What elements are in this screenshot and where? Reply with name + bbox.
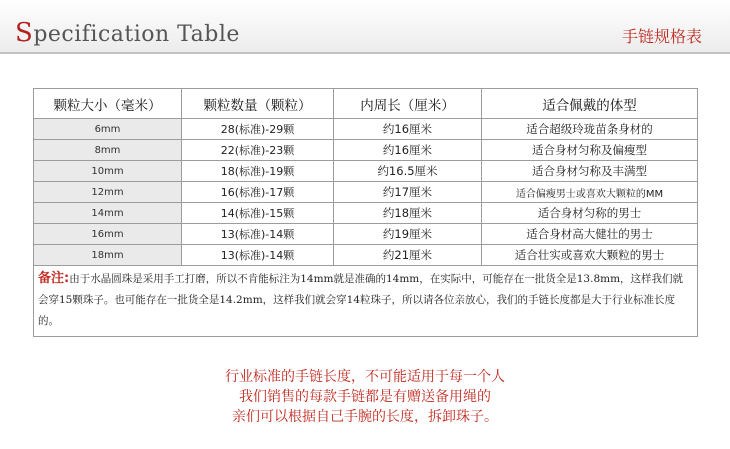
- count-cell: 18(标准)-19颗: [182, 161, 334, 182]
- footer-notice: [0, 367, 730, 427]
- body-type-cell: 适合身材匀称的男士: [482, 203, 698, 224]
- body-type-cell: 适合超级玲珑苗条身材的: [482, 119, 698, 140]
- footer-line-2: 我们销售的每款手链都是有赠送备用绳的: [239, 389, 491, 405]
- table-row: [34, 182, 698, 203]
- circumference-cell: 约21厘米: [334, 245, 482, 266]
- note-text: 由于水晶圆珠是采用手工打磨，所以不肯能标注为14mm就是准确的14mm，在实际中，可能存在一批货全是13.8mm，这样我们就会穿15颗珠子。也可能存在一批货全是14.2mm，这样我们就会穿14粒珠子，所以请各位亲放心，我们的手链长度都是大于行业标准长度的。: [38, 273, 684, 327]
- count-cell: 28(标准)-29颗: [182, 119, 334, 140]
- size-cell: 10mm: [34, 161, 182, 182]
- body-type-cell: 适合偏瘦男士或喜欢大颗粒的MM: [482, 182, 698, 203]
- footer-line-1: 行业标准的手链长度，不可能适用于每一个人: [225, 369, 505, 385]
- body-type-cell: 适合身材匀称及丰满型: [482, 161, 698, 182]
- table-row: [34, 140, 698, 161]
- body-type-cell: 适合身材高大健壮的男士: [482, 224, 698, 245]
- circumference-cell: 约16厘米: [334, 140, 482, 161]
- size-cell: 6mm: [34, 119, 182, 140]
- circumference-cell: 约18厘米: [334, 203, 482, 224]
- page-title: [15, 18, 240, 48]
- size-cell: 14mm: [34, 203, 182, 224]
- header-bead-size: 颗粒大小（毫米）: [34, 89, 182, 119]
- count-cell: 22(标准)-23颗: [182, 140, 334, 161]
- circumference-cell: 约16.5厘米: [334, 161, 482, 182]
- page-title-chinese: 手链规格表: [621, 27, 702, 46]
- count-cell: 16(标准)-17颗: [182, 182, 334, 203]
- count-cell: 13(标准)-14颗: [182, 224, 334, 245]
- spec-table: [33, 88, 698, 337]
- body-type-cell: 适合壮实或喜欢大颗粒的男士: [482, 245, 698, 266]
- table-row: [34, 161, 698, 182]
- count-cell: 14(标准)-15颗: [182, 203, 334, 224]
- circumference-cell: 约19厘米: [334, 224, 482, 245]
- header-body-type: 适合佩戴的体型: [482, 89, 698, 119]
- size-cell: 18mm: [34, 245, 182, 266]
- title-rest: pecification Table: [33, 22, 240, 47]
- title-initial: S: [15, 18, 34, 48]
- circumference-cell: 约16厘米: [334, 119, 482, 140]
- count-cell: 13(标准)-14颗: [182, 245, 334, 266]
- table-row: [34, 203, 698, 224]
- circumference-cell: 约17厘米: [334, 182, 482, 203]
- page-header: [0, 0, 730, 54]
- table-row: [34, 119, 698, 140]
- footer-line-3: 亲们可以根据自己手腕的长度，拆卸珠子。: [232, 409, 498, 425]
- size-cell: 12mm: [34, 182, 182, 203]
- table-row: [34, 245, 698, 266]
- body-type-cell: 适合身材匀称及偏瘦型: [482, 140, 698, 161]
- size-cell: 8mm: [34, 140, 182, 161]
- note-row: [34, 266, 698, 337]
- note-label: 备注:: [38, 271, 70, 286]
- header-circumference: 内周长（厘米）: [334, 89, 482, 119]
- table-row: [34, 224, 698, 245]
- table-header-row: [34, 89, 698, 119]
- header-bead-count: 颗粒数量（颗粒）: [182, 89, 334, 119]
- size-cell: 16mm: [34, 224, 182, 245]
- note-cell: [34, 266, 698, 337]
